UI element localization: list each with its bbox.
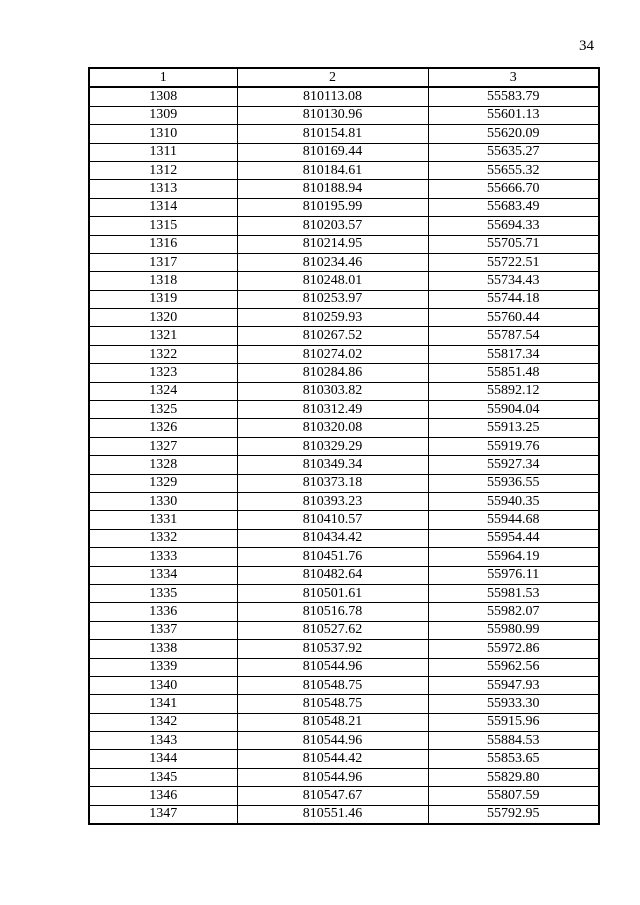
y-coordinate-cell: 55919.76 — [428, 437, 599, 455]
point-number-cell: 1325 — [89, 401, 237, 419]
point-number-cell: 1326 — [89, 419, 237, 437]
x-coordinate-cell: 810501.61 — [237, 584, 428, 602]
point-number-cell: 1334 — [89, 566, 237, 584]
table-row — [89, 492, 599, 510]
y-coordinate-cell: 55954.44 — [428, 529, 599, 547]
y-coordinate-cell: 55807.59 — [428, 787, 599, 805]
table-row — [89, 290, 599, 308]
point-number-cell: 1345 — [89, 768, 237, 786]
point-number-cell: 1337 — [89, 621, 237, 639]
x-coordinate-cell: 810169.44 — [237, 143, 428, 161]
x-coordinate-cell: 810184.61 — [237, 161, 428, 179]
point-number-cell: 1315 — [89, 217, 237, 235]
table-row — [89, 548, 599, 566]
point-number-cell: 1319 — [89, 290, 237, 308]
table-row — [89, 180, 599, 198]
point-number-cell: 1330 — [89, 492, 237, 510]
x-coordinate-cell: 810303.82 — [237, 382, 428, 400]
table-row — [89, 87, 599, 106]
y-coordinate-cell: 55655.32 — [428, 161, 599, 179]
y-coordinate-cell: 55972.86 — [428, 640, 599, 658]
table-row — [89, 419, 599, 437]
x-coordinate-cell: 810547.67 — [237, 787, 428, 805]
table-row — [89, 382, 599, 400]
table-row — [89, 603, 599, 621]
point-number-cell: 1323 — [89, 364, 237, 382]
point-number-cell: 1338 — [89, 640, 237, 658]
point-number-cell: 1320 — [89, 309, 237, 327]
point-number-cell: 1340 — [89, 676, 237, 694]
x-coordinate-cell: 810548.75 — [237, 676, 428, 694]
table-row — [89, 143, 599, 161]
table-row — [89, 125, 599, 143]
point-number-cell: 1312 — [89, 161, 237, 179]
table-row — [89, 805, 599, 824]
point-number-cell: 1321 — [89, 327, 237, 345]
column-header-2: 2 — [237, 68, 428, 87]
x-coordinate-cell: 810234.46 — [237, 253, 428, 271]
y-coordinate-cell: 55705.71 — [428, 235, 599, 253]
point-number-cell: 1318 — [89, 272, 237, 290]
table-header — [89, 68, 599, 87]
x-coordinate-cell: 810349.34 — [237, 456, 428, 474]
column-header-1: 1 — [89, 68, 237, 87]
y-coordinate-cell: 55947.93 — [428, 676, 599, 694]
coordinates-table — [88, 67, 600, 825]
table-row — [89, 474, 599, 492]
y-coordinate-cell: 55760.44 — [428, 309, 599, 327]
point-number-cell: 1342 — [89, 713, 237, 731]
y-coordinate-cell: 55982.07 — [428, 603, 599, 621]
x-coordinate-cell: 810329.29 — [237, 437, 428, 455]
point-number-cell: 1341 — [89, 695, 237, 713]
y-coordinate-cell: 55787.54 — [428, 327, 599, 345]
point-number-cell: 1311 — [89, 143, 237, 161]
y-coordinate-cell: 55722.51 — [428, 253, 599, 271]
table-row — [89, 768, 599, 786]
table-row — [89, 713, 599, 731]
x-coordinate-cell: 810312.49 — [237, 401, 428, 419]
point-number-cell: 1333 — [89, 548, 237, 566]
point-number-cell: 1329 — [89, 474, 237, 492]
point-number-cell: 1310 — [89, 125, 237, 143]
y-coordinate-cell: 55962.56 — [428, 658, 599, 676]
table-row — [89, 640, 599, 658]
table-body — [89, 87, 599, 824]
y-coordinate-cell: 55981.53 — [428, 584, 599, 602]
y-coordinate-cell: 55976.11 — [428, 566, 599, 584]
point-number-cell: 1344 — [89, 750, 237, 768]
point-number-cell: 1317 — [89, 253, 237, 271]
x-coordinate-cell: 810195.99 — [237, 198, 428, 216]
y-coordinate-cell: 55892.12 — [428, 382, 599, 400]
x-coordinate-cell: 810253.97 — [237, 290, 428, 308]
x-coordinate-cell: 810548.21 — [237, 713, 428, 731]
x-coordinate-cell: 810544.96 — [237, 732, 428, 750]
y-coordinate-cell: 55829.80 — [428, 768, 599, 786]
table-row — [89, 529, 599, 547]
y-coordinate-cell: 55913.25 — [428, 419, 599, 437]
y-coordinate-cell: 55933.30 — [428, 695, 599, 713]
table-row — [89, 695, 599, 713]
table-row — [89, 456, 599, 474]
y-coordinate-cell: 55904.04 — [428, 401, 599, 419]
table-row — [89, 198, 599, 216]
table-row — [89, 584, 599, 602]
y-coordinate-cell: 55817.34 — [428, 345, 599, 363]
x-coordinate-cell: 810434.42 — [237, 529, 428, 547]
x-coordinate-cell: 810320.08 — [237, 419, 428, 437]
x-coordinate-cell: 810284.86 — [237, 364, 428, 382]
table-row — [89, 401, 599, 419]
x-coordinate-cell: 810267.52 — [237, 327, 428, 345]
table-row — [89, 787, 599, 805]
y-coordinate-cell: 55884.53 — [428, 732, 599, 750]
x-coordinate-cell: 810451.76 — [237, 548, 428, 566]
y-coordinate-cell: 55620.09 — [428, 125, 599, 143]
x-coordinate-cell: 810188.94 — [237, 180, 428, 198]
point-number-cell: 1336 — [89, 603, 237, 621]
table-row — [89, 364, 599, 382]
y-coordinate-cell: 55666.70 — [428, 180, 599, 198]
table-row — [89, 566, 599, 584]
point-number-cell: 1346 — [89, 787, 237, 805]
table-row — [89, 676, 599, 694]
x-coordinate-cell: 810248.01 — [237, 272, 428, 290]
x-coordinate-cell: 810537.92 — [237, 640, 428, 658]
x-coordinate-cell: 810544.96 — [237, 768, 428, 786]
table-row — [89, 106, 599, 124]
x-coordinate-cell: 810274.02 — [237, 345, 428, 363]
column-header-3: 3 — [428, 68, 599, 87]
y-coordinate-cell: 55683.49 — [428, 198, 599, 216]
table-row — [89, 309, 599, 327]
y-coordinate-cell: 55583.79 — [428, 87, 599, 106]
table-row — [89, 345, 599, 363]
header-row — [89, 68, 599, 87]
point-number-cell: 1328 — [89, 456, 237, 474]
y-coordinate-cell: 55964.19 — [428, 548, 599, 566]
point-number-cell: 1332 — [89, 529, 237, 547]
point-number-cell: 1314 — [89, 198, 237, 216]
table-row — [89, 511, 599, 529]
x-coordinate-cell: 810544.96 — [237, 658, 428, 676]
point-number-cell: 1339 — [89, 658, 237, 676]
table-row — [89, 750, 599, 768]
y-coordinate-cell: 55980.99 — [428, 621, 599, 639]
x-coordinate-cell: 810516.78 — [237, 603, 428, 621]
table-row — [89, 272, 599, 290]
x-coordinate-cell: 810259.93 — [237, 309, 428, 327]
table-row — [89, 732, 599, 750]
point-number-cell: 1313 — [89, 180, 237, 198]
y-coordinate-cell: 55734.43 — [428, 272, 599, 290]
y-coordinate-cell: 55635.27 — [428, 143, 599, 161]
x-coordinate-cell: 810154.81 — [237, 125, 428, 143]
x-coordinate-cell: 810548.75 — [237, 695, 428, 713]
page-number: 34 — [579, 38, 594, 54]
x-coordinate-cell: 810203.57 — [237, 217, 428, 235]
point-number-cell: 1347 — [89, 805, 237, 824]
point-number-cell: 1316 — [89, 235, 237, 253]
y-coordinate-cell: 55927.34 — [428, 456, 599, 474]
table-row — [89, 327, 599, 345]
x-coordinate-cell: 810410.57 — [237, 511, 428, 529]
x-coordinate-cell: 810113.08 — [237, 87, 428, 106]
y-coordinate-cell: 55694.33 — [428, 217, 599, 235]
table-row — [89, 621, 599, 639]
point-number-cell: 1322 — [89, 345, 237, 363]
x-coordinate-cell: 810551.46 — [237, 805, 428, 824]
point-number-cell: 1327 — [89, 437, 237, 455]
x-coordinate-cell: 810482.64 — [237, 566, 428, 584]
y-coordinate-cell: 55792.95 — [428, 805, 599, 824]
x-coordinate-cell: 810544.42 — [237, 750, 428, 768]
y-coordinate-cell: 55936.55 — [428, 474, 599, 492]
table-row — [89, 658, 599, 676]
point-number-cell: 1343 — [89, 732, 237, 750]
table-row — [89, 161, 599, 179]
point-number-cell: 1309 — [89, 106, 237, 124]
y-coordinate-cell: 55744.18 — [428, 290, 599, 308]
x-coordinate-cell: 810393.23 — [237, 492, 428, 510]
point-number-cell: 1324 — [89, 382, 237, 400]
table-row — [89, 437, 599, 455]
table-row — [89, 217, 599, 235]
x-coordinate-cell: 810527.62 — [237, 621, 428, 639]
x-coordinate-cell: 810373.18 — [237, 474, 428, 492]
y-coordinate-cell: 55915.96 — [428, 713, 599, 731]
y-coordinate-cell: 55944.68 — [428, 511, 599, 529]
y-coordinate-cell: 55601.13 — [428, 106, 599, 124]
point-number-cell: 1335 — [89, 584, 237, 602]
x-coordinate-cell: 810214.95 — [237, 235, 428, 253]
table-row — [89, 235, 599, 253]
y-coordinate-cell: 55851.48 — [428, 364, 599, 382]
x-coordinate-cell: 810130.96 — [237, 106, 428, 124]
point-number-cell: 1308 — [89, 87, 237, 106]
y-coordinate-cell: 55940.35 — [428, 492, 599, 510]
y-coordinate-cell: 55853.65 — [428, 750, 599, 768]
point-number-cell: 1331 — [89, 511, 237, 529]
table-row — [89, 253, 599, 271]
